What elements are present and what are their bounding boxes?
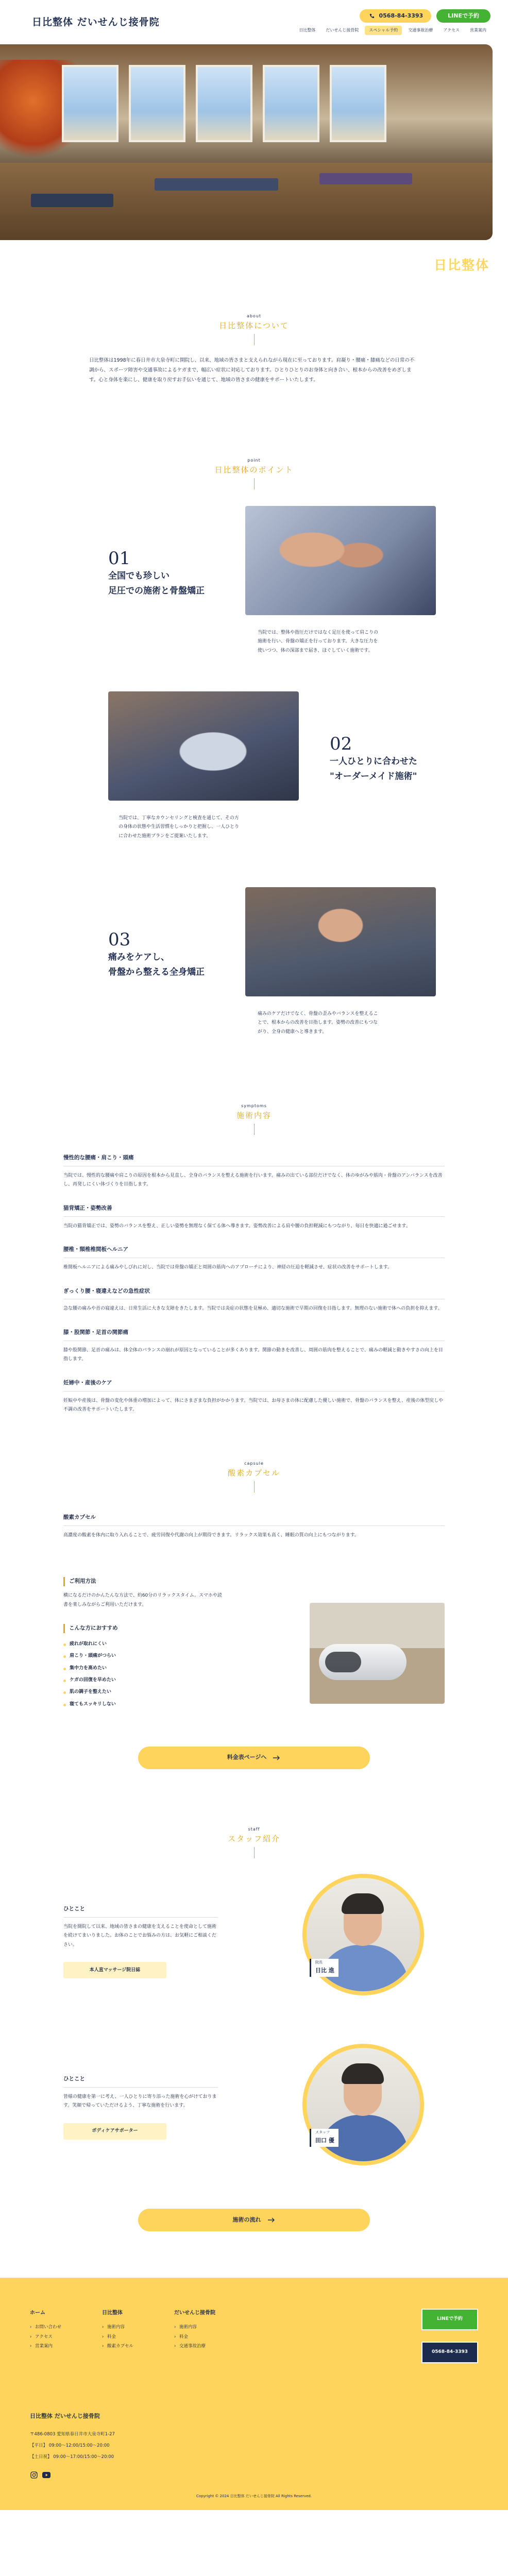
capsule-text: 高濃度の酸素を体内に取り入れることで、疲労回復や代謝の向上が期待できます。リラックス効果も高く、睡眠の質の向上にもつながります。 — [63, 1532, 359, 1538]
section-divider — [254, 334, 255, 345]
section-title: 日比整体について — [219, 321, 289, 331]
footer-social — [30, 2471, 478, 2479]
staff-heading: ひとこと — [63, 1905, 218, 1918]
nav-item[interactable]: だいせんじ接骨院 — [326, 28, 359, 33]
point-text: 当院では、丁寧なカウンセリングと検査を通じて、その方の身体の状態や生活習慣をしっかりと把握し、一人ひとりに合わせた施術プランをご提案いたします。 — [118, 815, 240, 839]
main-nav — [295, 26, 490, 35]
line-booking-button[interactable]: LINEで予約 — [436, 9, 490, 23]
symptom-item: 妊婦中・産後のケア 妊娠中や産後は、骨盤の変化や体重の増加によって、体にさまざまな負担がかかります。当院では、お母さまの体に配慮した優しい施術で、骨盤のバランスを整え、産後の体型戻しや不調の改善をサポートいたします。 — [63, 1379, 445, 1415]
header-right — [295, 9, 490, 35]
nav-item[interactable]: スペシャル予約 — [365, 26, 402, 35]
footer-hours-weekend: 【土日祝】 09:00〜17:00/15:00〜20:00 — [30, 2454, 114, 2460]
symptom-list — [63, 1154, 445, 1415]
footer-link[interactable]: › 営業案内 — [30, 2342, 102, 2351]
staff-avatar — [302, 2044, 424, 2165]
nav-item[interactable]: アクセス — [443, 28, 460, 33]
section-subtitle: capsule — [244, 1461, 264, 1466]
point-3 — [0, 881, 508, 1123]
hero-title: 日比整体 — [433, 258, 489, 273]
recommend-item: 寝てもスッキリしない — [63, 1699, 223, 1710]
footer-link[interactable]: › 料金 — [102, 2332, 174, 2342]
copyright: Copyright © 2024 日比整体 だいせんじ接骨院 All Rights Reserved. — [196, 2494, 312, 2498]
point-number: 03 — [108, 929, 131, 950]
point-2-photo — [108, 691, 299, 801]
capsule-photo — [310, 1603, 445, 1704]
phone-label: 0568-84-3393 — [379, 12, 424, 19]
instagram-icon[interactable] — [30, 2471, 38, 2479]
nav-item[interactable]: 交通事故治療 — [408, 28, 433, 33]
section-title: 施術内容 — [236, 1111, 272, 1121]
point-3-photo — [245, 887, 436, 996]
site-header — [0, 0, 508, 44]
recommend-item: 疲れが取れにくい — [63, 1638, 223, 1650]
footer-col — [174, 2309, 287, 2412]
section-subtitle: symptoms — [241, 1103, 267, 1108]
point-number: 01 — [108, 548, 131, 569]
header-ctas — [360, 9, 491, 23]
staff-avatar — [302, 1874, 424, 1995]
recommend-item: 肌の調子を整えたい — [63, 1686, 223, 1698]
staff-heading: ひとこと — [63, 2075, 218, 2088]
section-divider — [254, 1481, 255, 1493]
staff-info — [63, 1874, 218, 1978]
staff-profile-button[interactable]: ボディケアサポーター — [63, 2123, 166, 2140]
symptom-item: 慢性的な腰痛・肩こり・頭痛 当院では、慢性的な腰痛や肩こりの原因を根本から見直し、全身のバランスを整える施術を行います。痛みの出ている部位だけでなく、体のゆがみや筋肉・骨盤のアンバランスを改善し、再発しにくい体づくりを目指します。 — [63, 1154, 445, 1190]
hero-image — [0, 44, 493, 240]
nav-item[interactable]: 日比整体 — [299, 28, 316, 33]
recommend-item: ケガの回復を早めたい — [63, 1674, 223, 1686]
section-subtitle: about — [246, 313, 262, 318]
footer-link[interactable]: › お問い合わせ — [30, 2323, 102, 2332]
staff-role: 院長 — [315, 1960, 323, 1965]
about-section — [0, 277, 508, 405]
recommend-list — [63, 1638, 223, 1710]
point-text: 当院では、整体や指圧だけではなく足圧を使って肩こりの施術を行い、骨盤の矯正を行っております。大きな圧力を使いつつ、体の深部まで届き、ほぐしていく施術です。 — [258, 630, 379, 653]
footer-phone-button[interactable]: 0568-84-3393 — [421, 2342, 478, 2363]
footer-col-title[interactable]: だいせんじ接骨院 — [174, 2310, 215, 2316]
footer-name: 日比整体 だいせんじ接骨院 — [30, 2412, 100, 2419]
recommend-item: 集中力を高めたい — [63, 1663, 223, 1674]
section-subtitle: staff — [248, 1826, 260, 1832]
section-divider — [254, 478, 255, 489]
capsule-info — [63, 1577, 223, 1710]
footer-link[interactable]: › アクセス — [30, 2332, 102, 2342]
staff-card — [63, 2044, 445, 2198]
point-heading: 全国でも珍しい 足圧での施術と骨盤矯正 — [108, 570, 205, 596]
treatment-flow-button[interactable]: 施術の流れ — [138, 2209, 370, 2231]
point-text: 痛みのケアだけでなく、骨盤の歪みやバランスを整えることで、根本からの改善を目指します。姿勢の改善にもつながり、全身の健康へと導きます。 — [258, 1011, 378, 1035]
section-subtitle: point — [247, 457, 261, 463]
footer-ctas — [421, 2309, 478, 2363]
footer-info — [30, 2412, 478, 2463]
footer-col — [30, 2309, 102, 2412]
footer-link[interactable]: › 施術内容 — [174, 2323, 287, 2332]
phone-icon — [368, 12, 376, 20]
footer-address: 〒486-0803 愛知県春日井市大泉寺町1-27 — [30, 2431, 115, 2437]
point-heading: 痛みをケアし、 骨盤から整える全身矯正 — [108, 952, 205, 977]
staff-profile-button[interactable]: 本人直マッサージ院日誌 — [63, 1962, 166, 1978]
footer-col-title[interactable]: ホーム — [30, 2310, 45, 2316]
footer-hours-weekday: 【平日】 09:00〜12:00/15:00〜20:00 — [30, 2443, 110, 2448]
site-footer — [0, 2278, 508, 2510]
brand-logo[interactable]: 日比整体 だいせんじ接骨院 — [32, 16, 160, 28]
symptom-item: 腰椎・頸椎椎間板ヘルニア 椎間板ヘルニアによる痛みやしびれに対し、当院では骨盤の矯正と周囲の筋肉へのアプローチにより、神経の圧迫を軽減させ、症状の改善をサポートします。 — [63, 1245, 445, 1272]
staff-name-tag — [310, 1959, 338, 1977]
footer-link[interactable]: › 酸素カプセル — [102, 2342, 174, 2351]
arrow-right-icon — [267, 2216, 276, 2224]
capsule-details — [63, 1577, 445, 1710]
about-text: 日比整体は1998年に春日井市大泉寺町に開院し、以来、地域の皆さまと支えられながら現在に至っております。肩凝り・腰痛・膝痛などの日常の不調から、スポーツ障害や交通事故によるケガまで、幅広い症状に対応しております。ひとりひとりのお身体と向き合い、根本からの改善をめざします。心と身体を楽にし、健康を取り戻すお手伝いを通じて、地域の皆さまの健康をサポートいたします。 — [89, 357, 415, 383]
capsule-heading: 酸素カプセル — [63, 1513, 445, 1526]
staff-card — [63, 1874, 445, 2028]
section-divider — [254, 1847, 255, 1858]
usage-heading: ご利用方法 — [63, 1577, 223, 1586]
point-1-photo — [245, 506, 436, 615]
usage-text: 横になるだけのかんたんな方法で、約60分のリラックスタイム。スマホや読書を楽しみながらご利用いただけます。 — [63, 1593, 222, 1607]
staff-info — [63, 2044, 218, 2140]
footer-col-title[interactable]: 日比整体 — [102, 2310, 123, 2316]
staff-name-tag — [310, 2129, 338, 2147]
staff-name: 田口 優 — [315, 2137, 334, 2144]
staff-text: 皆様の健康を第一に考え、一人ひとりに寄り添った施術を心がけております。笑顔で帰っていただけるよう、丁寧な施術を行います。 — [63, 2094, 217, 2109]
section-title: 日比整体のポイント — [214, 465, 294, 475]
points-section — [0, 405, 508, 1123]
staff-name: 日比 進 — [315, 1967, 334, 1974]
recommend-heading: こんな方におすすめ — [63, 1624, 223, 1633]
recommend-item: 肩こり・頭痛がつらい — [63, 1650, 223, 1662]
symptom-item: 猫背矯正・姿勢改善 当院の猫背矯正では、姿勢のバランスを整え、正しい姿勢を無理なく保てる体へ導きます。姿勢改善による肩や腰の負担軽減にもつながり、毎日を快適に過ごせます。 — [63, 1204, 445, 1231]
symptom-item: ぎっくり腰・寝違えなどの急性症状 急な腰の痛みや首の寝違えは、日常生活に大きな支障をきたします。当院では炎症の状態を見極め、適切な施術で早期の回復を目指します。無理のない施術で体への負担を抑えます。 — [63, 1287, 445, 1314]
phone-button[interactable] — [360, 9, 432, 23]
staff-section — [0, 1769, 508, 2231]
footer-link[interactable]: › 料金 — [174, 2332, 287, 2342]
staff-text: 当院を開院して以来、地域の皆さまの健康を支えることを使命として施術を続けてまいりました。お体のことでお悩みの方は、お気軽にご相談ください。 — [63, 1924, 217, 1947]
youtube-icon[interactable] — [42, 2471, 50, 2479]
section-divider — [254, 1124, 255, 1135]
footer-col — [102, 2309, 174, 2412]
capsule-section — [0, 1429, 508, 1769]
footer-line-button[interactable]: LINEで予約 — [421, 2309, 478, 2330]
staff-role: スタッフ — [315, 2130, 330, 2135]
arrow-right-icon — [273, 1754, 281, 1762]
footer-nav — [30, 2309, 478, 2412]
section-title: スタッフ紹介 — [227, 1834, 280, 1844]
capsule-content — [63, 1513, 445, 1710]
point-heading: 一人ひとりに合わせた "オーダーメイド施術" — [330, 756, 417, 782]
footer-link[interactable]: › 施術内容 — [102, 2323, 174, 2332]
point-number: 02 — [330, 733, 352, 754]
section-title: 酸素カプセル — [228, 1468, 280, 1478]
pricing-page-button[interactable]: 料金表ページへ — [138, 1747, 370, 1769]
symptom-item: 膝・股関節・足首の関節痛 膝や股関節、足首の痛みは、体全体のバランスの崩れが原因となっていることが多くあります。関節の動きを改善し、周囲の筋肉を整えることで、痛みの軽減と動きやすさの向上を目指します。 — [63, 1328, 445, 1364]
nav-item[interactable]: 営業案内 — [470, 28, 486, 33]
footer-link[interactable]: › 交通事故治療 — [174, 2342, 287, 2351]
